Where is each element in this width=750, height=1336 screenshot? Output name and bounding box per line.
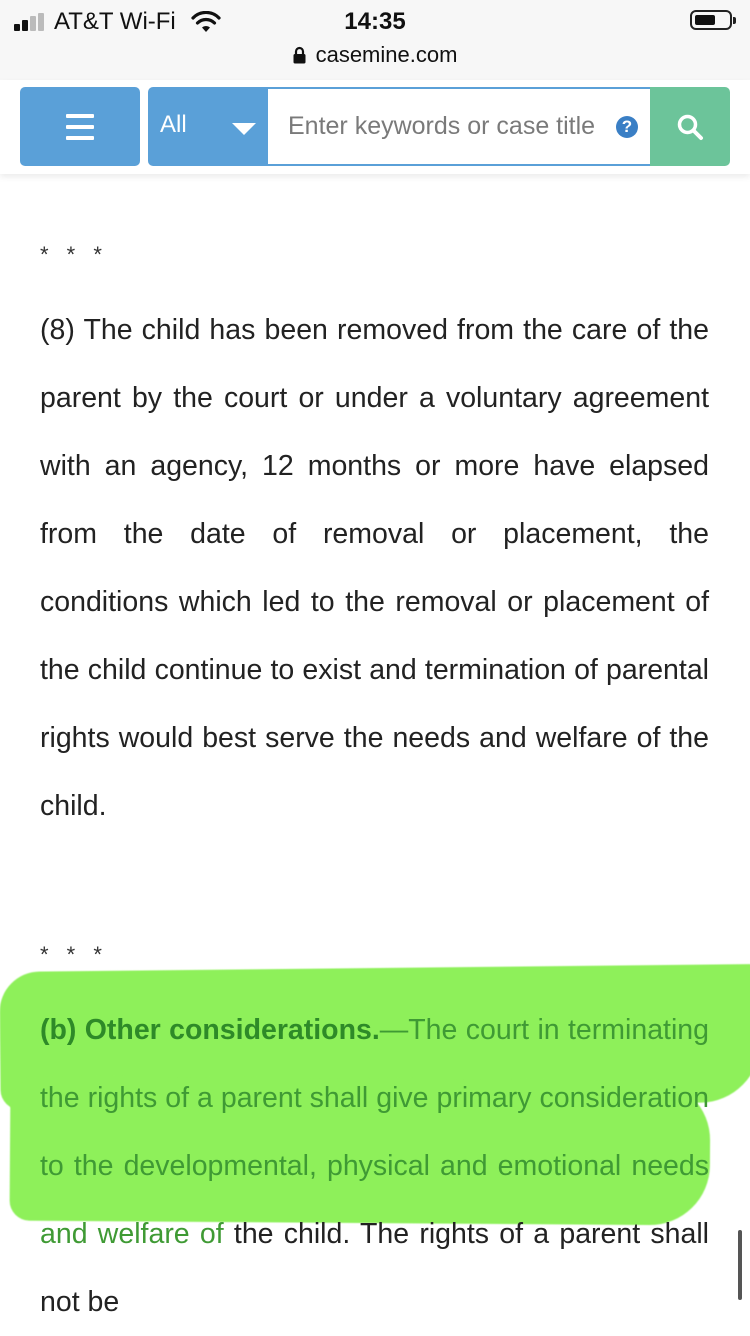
search-icon	[676, 113, 704, 141]
section-separator: * * *	[40, 242, 108, 267]
paragraph-heading: (b) Other considerations.	[40, 1014, 380, 1046]
chevron-down-icon	[232, 123, 256, 135]
em-dash: —	[379, 1014, 409, 1046]
search-box[interactable]	[268, 87, 650, 166]
status-bar	[0, 0, 750, 81]
clock: 14:35	[344, 8, 406, 35]
menu-button[interactable]	[20, 87, 140, 166]
lock-icon	[293, 46, 306, 64]
paragraph-text: the child. The rights of a parent shall not be	[40, 1218, 710, 1318]
carrier-name: AT&T Wi-Fi	[54, 8, 176, 35]
scroll-indicator[interactable]	[738, 1230, 742, 1300]
statute-paragraph-b	[40, 996, 709, 1336]
battery-icon	[690, 10, 732, 30]
category-dropdown[interactable]	[148, 87, 268, 166]
hamburger-icon	[66, 114, 94, 118]
highlighted-text: The court in terminating the rights of a parent shall give primary consideration to the developmental, physical and emotional needs and welfare of	[40, 1014, 709, 1250]
section-separator: * * *	[40, 942, 108, 967]
url-text: casemine.com	[315, 42, 458, 67]
search-header	[0, 80, 750, 174]
category-dropdown-value: All	[160, 111, 187, 138]
statute-paragraph-8: (8) The child has been removed from the care of the parent by the court or under a voluntary agreement with an agency, 12 months or more have elapsed from the date of removal or placement, the conditions which led to the removal or placement of the child continue to exist and termination of parental rights would best serve the needs and welfare of the child.	[40, 314, 709, 822]
url-bar[interactable]	[0, 42, 750, 68]
help-icon[interactable]: ?	[616, 116, 638, 138]
search-button[interactable]	[650, 87, 730, 166]
search-input[interactable]	[288, 89, 608, 164]
